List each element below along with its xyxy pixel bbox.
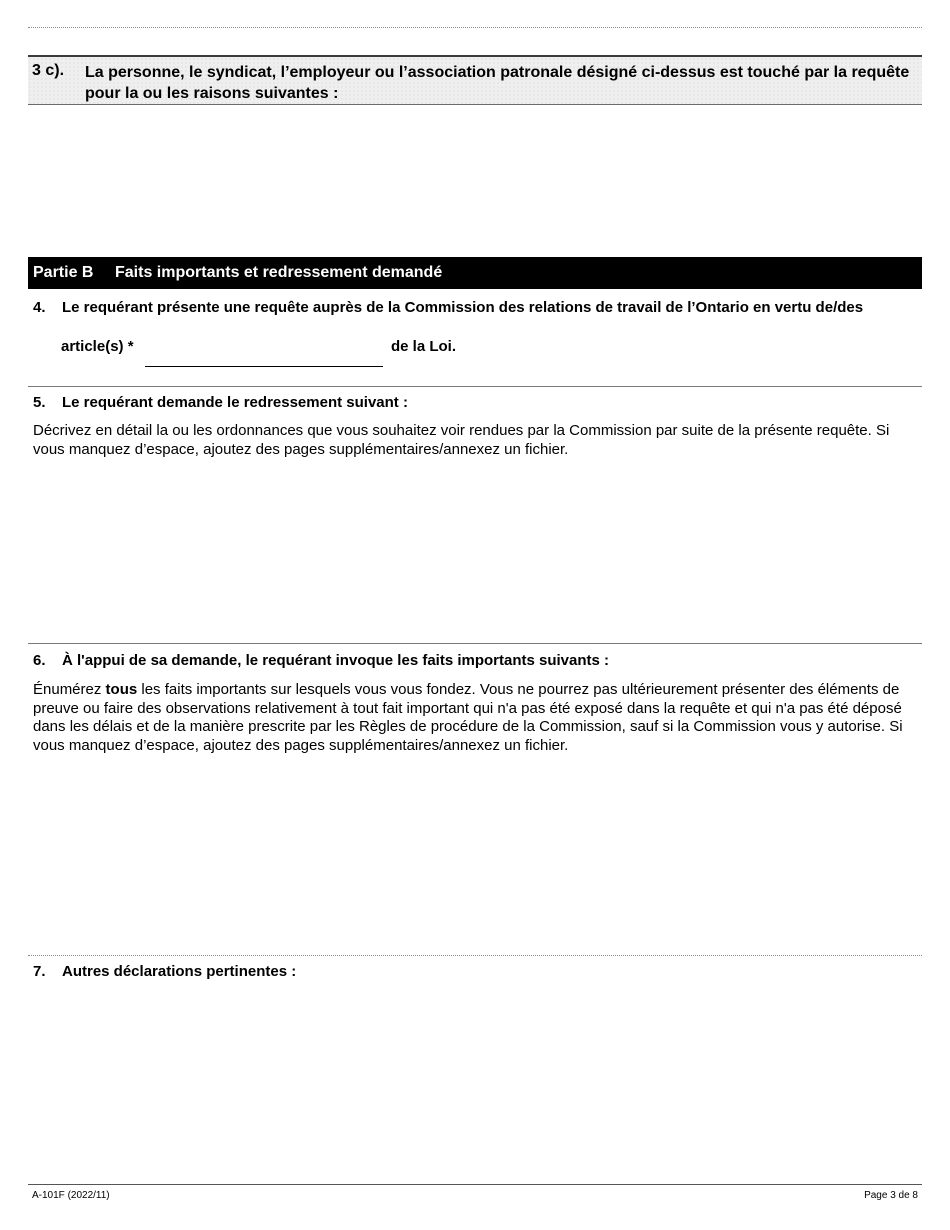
section-3c-text: La personne, le syndicat, l’employeur ou l’association patronale désigné ci-dessus est touché par la requête pour la ou les raisons suivantes : (85, 64, 910, 102)
footer-form-code: A-101F (2022/11) (32, 1190, 110, 1201)
section-3c-answer-field[interactable] (28, 106, 922, 254)
section-3c-heading (28, 55, 922, 105)
q6-instructions-rest: les faits importants sur lesquels vous vous fondez. Vous ne pourrez pas ultérieurement présenter des éléments de preuve ou faire des observations relativement à tout fait important qui n'a pas été exposé dans la requête et qui n'a pas été déposé dans les délais et de la manière prescrite par les Règles de procédure de la Commission, sauf si la Commission vous y autorise. Si vous manquez d’espace, ajoutez des pages supplémentaires/annexez un fichier. (33, 681, 903, 754)
divider-q7 (28, 955, 922, 956)
q6-number: 6. (33, 652, 46, 669)
q4-article-input[interactable] (145, 334, 383, 364)
q6-text: À l'appui de sa demande, le requérant invoque les faits importants suivants : (62, 652, 610, 669)
q4-suffix: de la Loi. (391, 338, 457, 355)
q5-answer-field[interactable] (28, 462, 922, 638)
q4-number: 4. (33, 299, 46, 316)
q5-instructions: Décrivez en détail la ou les ordonnances que vous souhaitez voir rendues par la Commission par suite de la présente requête. Si vous manquez d’espace, ajoutez des pages supplémentaires/annexez un fichier. (33, 422, 890, 458)
footer-divider (28, 1184, 922, 1185)
q6-instructions (33, 681, 922, 755)
q6-instructions-prefix: Énumérez (33, 681, 106, 698)
section-3c-number: 3 c). (32, 62, 65, 79)
q7-answer-field[interactable] (28, 988, 922, 1178)
part-b-label: Partie B (33, 264, 94, 281)
q6-answer-field[interactable] (28, 760, 922, 950)
q4-article-underline (145, 366, 383, 367)
q6-instructions-emphasis: tous (105, 681, 138, 698)
q4-text: Le requérant présente une requête auprès de la Commission des relations de travail de l’Ontario en vertu de/des (62, 299, 864, 316)
part-b-header (28, 257, 922, 289)
top-divider (28, 27, 922, 28)
q5-number: 5. (33, 394, 46, 411)
footer-page-number: Page 3 de 8 (864, 1190, 918, 1201)
part-b-title: Faits importants et redressement demandé (115, 264, 443, 281)
divider-q5 (28, 386, 922, 387)
divider-q6 (28, 643, 922, 644)
q4-article-label: article(s) * (61, 338, 134, 355)
q5-text: Le requérant demande le redressement suivant : (62, 394, 408, 411)
q7-text: Autres déclarations pertinentes : (62, 963, 297, 980)
q7-number: 7. (33, 963, 46, 980)
